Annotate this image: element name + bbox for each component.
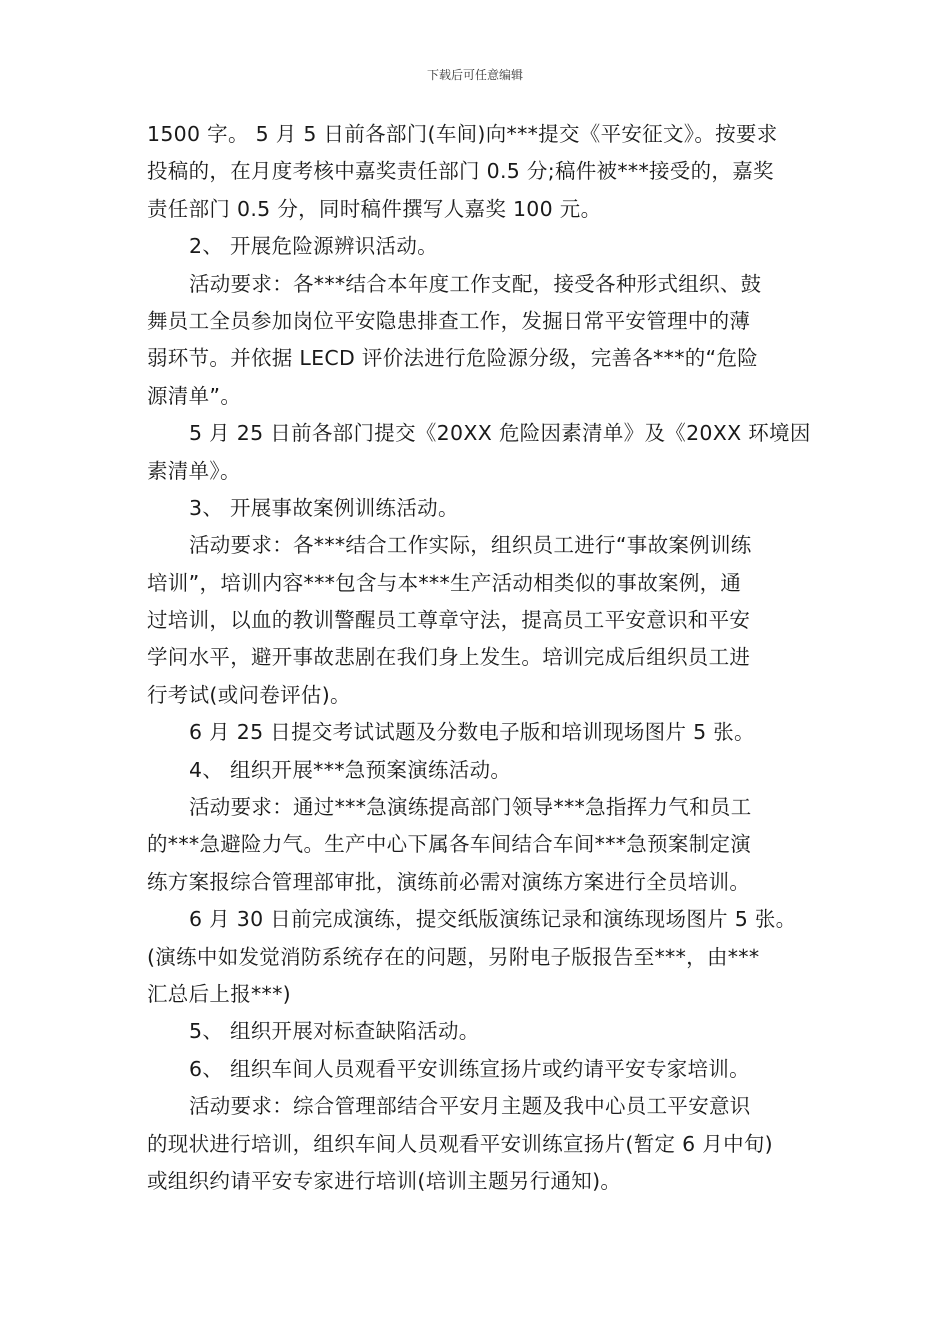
text-line: 5、 组织开展对标查缺陷活动。 — [189, 1019, 480, 1044]
text-line: 学问水平，避开事故悲剧在我们身上发生。培训完成后组织员工进 — [147, 645, 751, 670]
text-line: 活动要求：综合管理部结合平安月主题及我中心员工平安意识 — [189, 1094, 751, 1119]
text-line: (演练中如发觉消防系统存在的问题，另附电子版报告至***，由*** — [147, 944, 760, 969]
text-line: 6 月 30 日前完成演练，提交纸版演练记录和演练现场图片 5 张。 — [189, 907, 797, 932]
text-line: 活动要求：各***结合工作实际，组织员工进行“事故案例训练 — [189, 533, 752, 558]
text-line: 练方案报综合管理部审批，演练前必需对演练方案进行全员培训。 — [147, 869, 751, 894]
text-line: 舞员工全员参加岗位平安隐患排查工作，发掘日常平安管理中的薄 — [147, 308, 751, 333]
text-line: 活动要求：各***结合本年度工作支配，接受各种形式组织、鼓 — [189, 271, 762, 296]
text-line: 弱环节。并依据 LECD 评价法进行危险源分级，完善各***的“危险 — [147, 346, 759, 371]
text-line: 活动要求：通过***急演练提高部门领导***急指挥力气和员工 — [189, 795, 752, 820]
text-line: 1500 字。 5 月 5 日前各部门(车间)向***提交《平安征文》。按要求 — [147, 122, 778, 146]
text-line: 2、 开展危险源辨识活动。 — [189, 234, 438, 259]
text-line: 源清单”。 — [147, 383, 242, 408]
text-line: 3、 开展事故案例训练活动。 — [189, 495, 459, 520]
text-line: 5 月 25 日前各部门提交《20XX 危险因素清单》及《20XX 环境因 — [189, 421, 811, 446]
text-line: 的***急避险力气。生产中心下属各车间结合车间***急预案制定演 — [147, 832, 752, 857]
text-line: 4、 组织开展***急预案演练活动。 — [189, 757, 512, 782]
text-line: 6 月 25 日提交考试试题及分数电子版和培训现场图片 5 张。 — [189, 720, 755, 745]
text-line: 培训”，培训内容***包含与本***生产活动相类似的事故案例，通 — [147, 570, 742, 595]
text-line: 素清单》。 — [147, 458, 241, 483]
text-line: 6、 组织车间人员观看平安训练宣扬片或约请平安专家培训。 — [189, 1056, 750, 1081]
text-line: 汇总后上报***) — [147, 981, 291, 1006]
text-line: 的现状进行培训，组织车间人员观看平安训练宣扬片(暂定 6 月中旬) — [147, 1131, 773, 1156]
text-line: 投稿的，在月度考核中嘉奖责任部门 0.5 分;稿件被***接受的，嘉奖 — [147, 159, 774, 184]
text-line: 行考试(或问卷评估)。 — [147, 682, 351, 707]
text-line: 过培训，以血的教训警醒员工尊章守法，提高员工平安意识和平安 — [147, 608, 751, 633]
document-body — [147, 116, 811, 1200]
page-header-note: 下载后可任意编辑 — [426, 68, 523, 82]
text-line: 责任部门 0.5 分，同时稿件撰写人嘉奖 100 元。 — [147, 196, 602, 221]
text-line: 或组织约请平安专家进行培训(培训主题另行通知)。 — [147, 1168, 622, 1193]
